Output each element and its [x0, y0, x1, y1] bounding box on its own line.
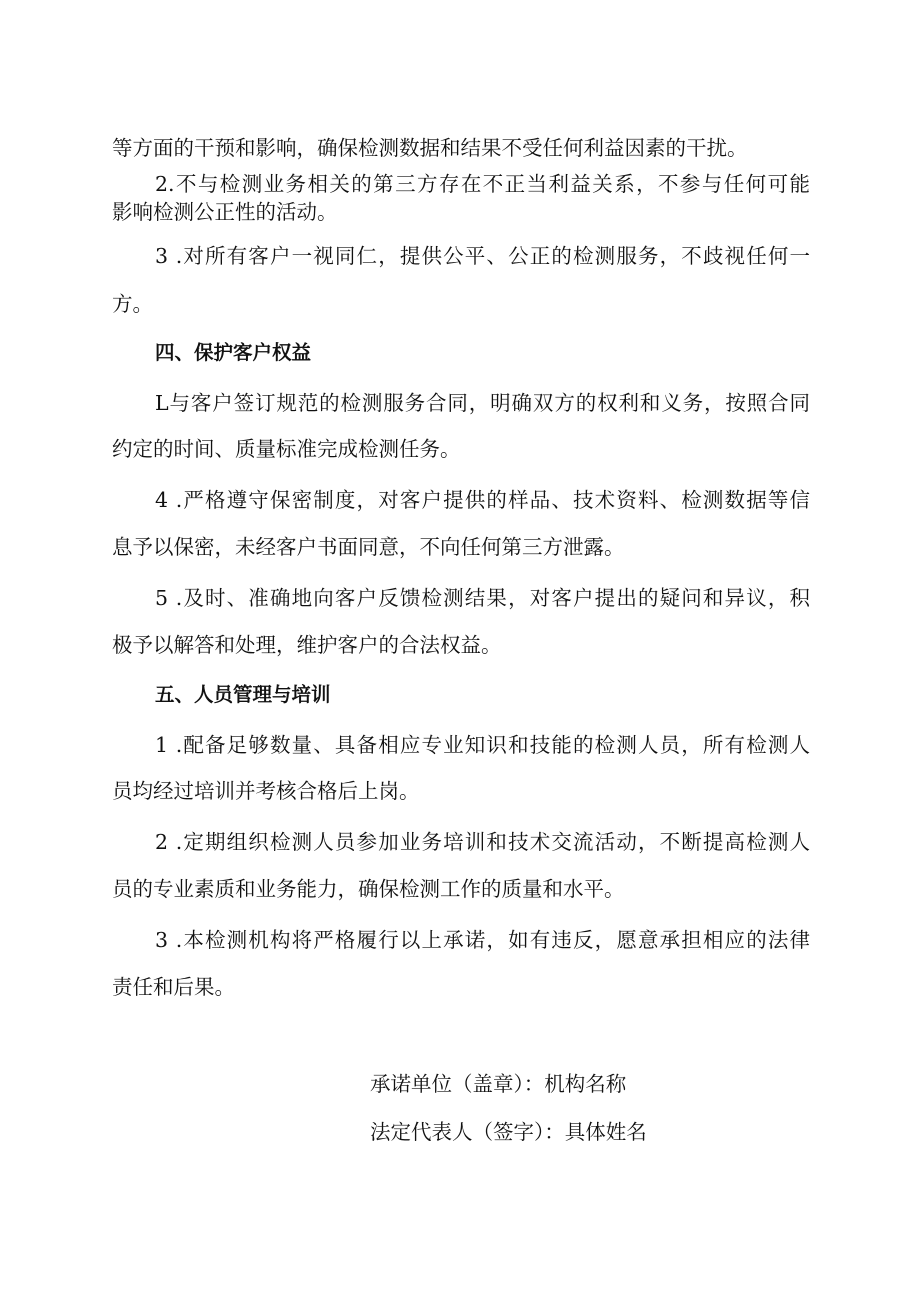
paragraph-8-line-1: 2 .定期组织检测人员参加业务培训和技术交流活动，不断提高检测人	[155, 830, 810, 854]
paragraph-continuation: 等方面的干预和影响，确保检测数据和结果不受任何利益因素的干扰。	[112, 136, 748, 160]
paragraph-3-line-1: 3 .对所有客户一视同仁，提供公平、公正的检测服务，不歧视任何一	[155, 244, 810, 268]
paragraph-5-line-1: 4 .严格遵守保密制度，对客户提供的样品、技术资料、检测数据等信	[155, 488, 810, 512]
paragraph-6-line-2: 极予以解答和处理，维护客户的合法权益。	[112, 633, 502, 657]
paragraph-9-line-1: 3 .本检测机构将严格履行以上承诺，如有违反，愿意承担相应的法律	[155, 928, 810, 952]
paragraph-2-line-2: 影响检测公正性的活动。	[112, 200, 338, 224]
paragraph-3-line-2: 方。	[112, 292, 153, 316]
paragraph-9-line-2: 责任和后果。	[112, 975, 235, 999]
paragraph-6-line-1: 5 .及时、准确地向客户反馈检测结果，对客户提出的疑问和异议，积	[155, 586, 810, 610]
signature-representative: 法定代表人（签字）：具体姓名	[370, 1120, 647, 1144]
paragraph-2-line-1: 2.不与检测业务相关的第三方存在不正当利益关系，不参与任何可能	[155, 172, 810, 196]
paragraph-8-line-2: 员的专业素质和业务能力，确保检测工作的质量和水平。	[112, 877, 625, 901]
paragraph-5-line-2: 息予以保密，未经客户书面同意，不向任何第三方泄露。	[112, 535, 625, 559]
paragraph-7-line-1: 1 .配备足够数量、具备相应专业知识和技能的检测人员，所有检测人	[155, 733, 810, 757]
section-heading-5: 五、人员管理与培训	[155, 683, 331, 706]
paragraph-7-line-2: 员均经过培训并考核合格后上岗。	[112, 779, 420, 803]
paragraph-4-line-1: L与客户签订规范的检测服务合同，明确双方的权利和义务，按照合同	[155, 391, 810, 415]
signature-unit: 承诺单位（盖章）：机构名称	[370, 1072, 627, 1096]
section-heading-4: 四、保护客户权益	[155, 341, 312, 364]
paragraph-4-line-2: 约定的时间、质量标准完成检测任务。	[112, 437, 461, 461]
